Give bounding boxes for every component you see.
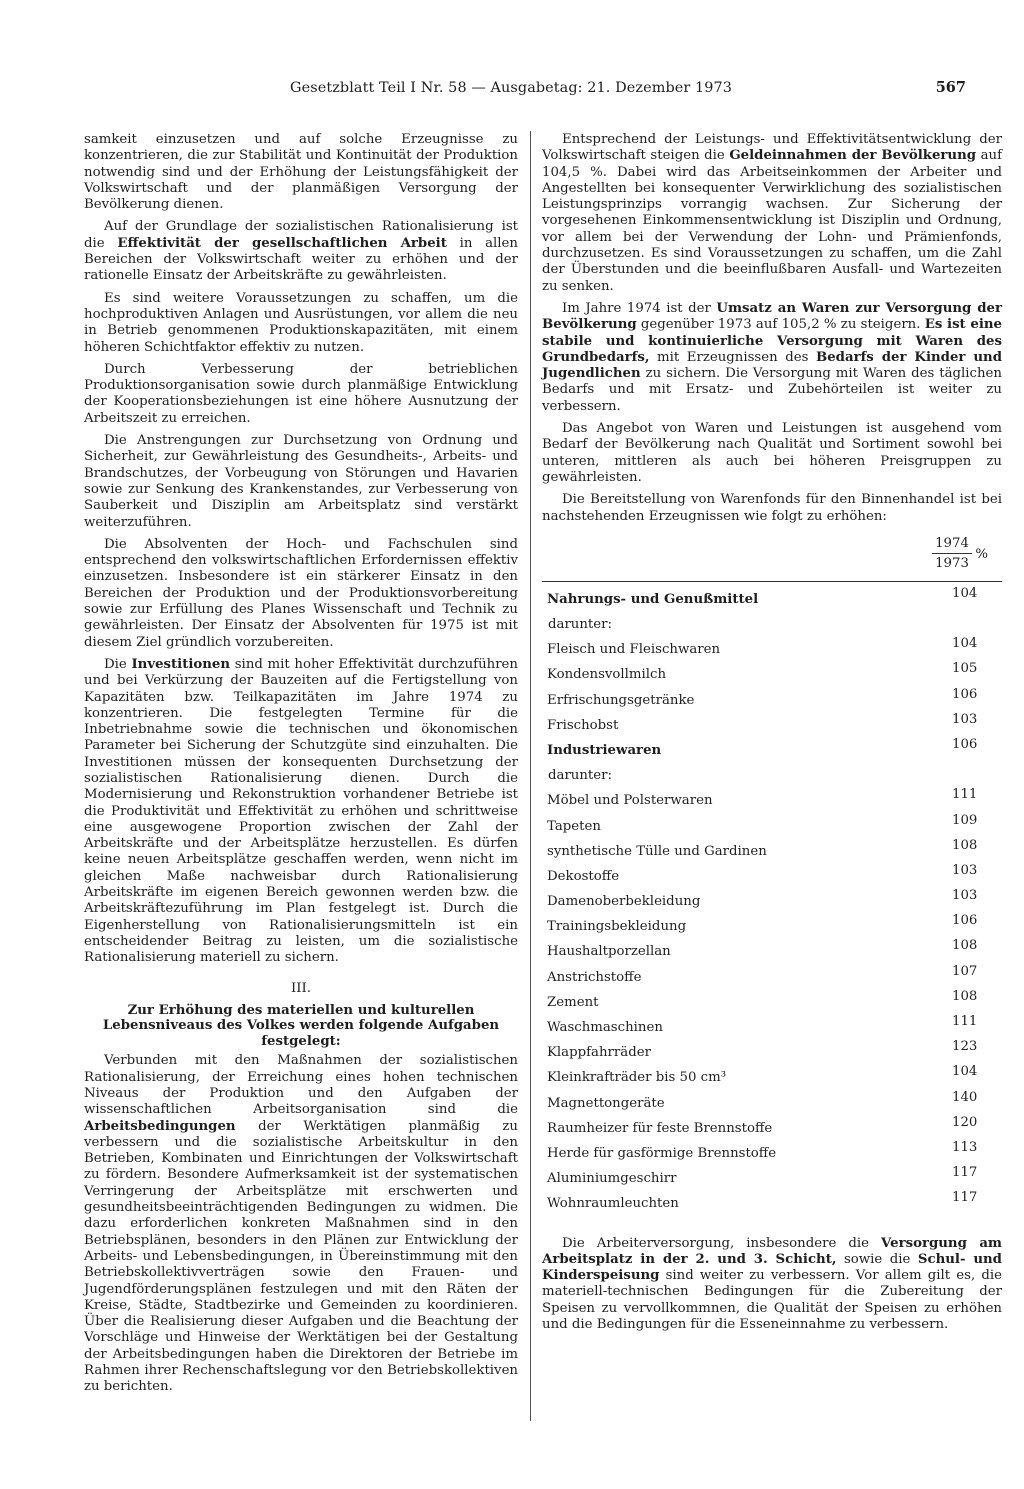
text-span: Die Arbeiterversorgung, insbesondere die — [562, 1235, 882, 1251]
supply-table — [542, 535, 1002, 1220]
table-row — [542, 1064, 1002, 1093]
table-row — [542, 711, 1002, 741]
row-label: Tapeten — [547, 818, 601, 834]
row-value: 117 — [952, 1190, 978, 1206]
row-value: 104 — [952, 636, 978, 652]
table-row — [542, 888, 1002, 917]
text-span: Verbunden mit den Maßnahmen der sozialistischen Rationalisierung, der Erreichung eines hohen technischen Niveaus der Produktion und den Aufgaben der wissenschaftlichen Arbeitsorganisation sind die — [84, 1053, 518, 1118]
percent-unit: % — [975, 546, 988, 562]
row-value: 123 — [952, 1039, 978, 1055]
row-value: 111 — [952, 1014, 978, 1030]
table-body — [542, 582, 1002, 1220]
row-value: 109 — [952, 812, 978, 828]
table-row — [542, 862, 1002, 892]
table-row — [542, 686, 1002, 716]
row-label: Aluminiumgeschirr — [547, 1171, 677, 1187]
paragraph — [542, 301, 1002, 415]
paragraph: Die Absolventen der Hoch- und Fachschulen sind entsprechend den volkswirtschaftlichen Erfordernissen effektiv einzusetzen. Insbesondere ist ein stärkerer Einsatz in den Bereichen der Produktion und der Produktionsvorbereitung sowie zur Erfüllung des Planes Wissenschaft und Technik zu gewährleisten. Der Einsatz der Absolventen für 1975 ist mit diesem Ziel gründlich vorzubereiten. — [84, 536, 518, 650]
bold-span: Geldeinnahmen der Bevölkerung — [729, 148, 977, 164]
text-span: auf 104,5 %. Dabei wird das Arbeitseinkommen der Arbeiter und Angestellten bei konsequenter Verwirklichung des sozialistischen Leistungsprinzips vorrangig wachsen. Zur Sicherung der vorgesehenen Einkommensentwicklung ist Disziplin und Ordnung, vor allem bei der Verwendung der Lohn- und Prämienfonds, durchzusetzen. Es sind Voraussetzungen zu schaffen, um die Zahl der Überstunden und die beeinflußbaren Ausfall- und Wartezeiten zu senken. — [542, 148, 1003, 294]
paragraph — [84, 657, 518, 967]
paragraph — [542, 132, 1002, 295]
row-value: 106 — [952, 686, 978, 702]
row-value: 120 — [952, 1114, 978, 1130]
row-label: Herde für gasförmige Brennstoffe — [547, 1145, 777, 1161]
ratio-denominator: 1973 — [935, 555, 969, 571]
paragraph — [84, 219, 518, 284]
column-divider — [530, 131, 531, 1421]
table-row — [542, 636, 1002, 665]
row-label: darunter: — [548, 617, 612, 633]
row-label: Möbel und Polsterwaren — [547, 793, 713, 809]
table-row — [542, 1089, 1002, 1119]
row-label: Magnettongeräte — [547, 1095, 665, 1111]
row-label: Waschmaschinen — [547, 1020, 663, 1036]
table-row — [542, 913, 1002, 942]
table-row — [542, 963, 1002, 993]
row-value: 111 — [952, 787, 978, 803]
paragraph: Durch Verbesserung der betrieblichen Produktionsorganisation sowie durch planmäßige Entwicklung der Kooperationsbeziehungen ist eine höhere Ausnutzung der Arbeitszeit zu erreichen. — [84, 361, 518, 426]
table-row — [542, 837, 1002, 867]
bold-span: Schul- und Kinderspeisung — [542, 1251, 1002, 1284]
row-value: 113 — [952, 1139, 978, 1155]
table-header — [542, 535, 1002, 582]
row-label: Industriewaren — [547, 742, 662, 758]
ratio-numerator: 1974 — [932, 535, 972, 554]
row-label: Nahrungs- und Genußmittel — [547, 591, 759, 607]
row-label: Kondensvollmilch — [547, 667, 667, 683]
table-row — [542, 988, 1002, 1018]
table-row — [542, 736, 1002, 766]
row-label: Haushaltporzellan — [547, 944, 671, 960]
text-span: Die — [104, 656, 132, 672]
paragraph: Die Anstrengungen zur Durchsetzung von Ordnung und Sicherheit, zur Gewährleistung des Gesundheits-, Arbeits- und Brandschutzes, der Vorbeugung von Störungen und Havarien sowie zur Senkung des Krankenstandes, zur Verbesserung von Sauberkeit und Disziplin am Arbeitsplatz sind verstärkt weiterzuführen. — [84, 433, 518, 530]
row-label: Fleisch und Fleischwaren — [547, 642, 721, 658]
table-row — [542, 661, 1002, 690]
right-column — [542, 132, 1002, 1339]
table-row — [542, 1139, 1002, 1169]
bold-span: Versorgung am Arbeitsplatz in der 2. und 3. Schicht, — [542, 1235, 1003, 1267]
bold-span: Umsatz an Waren zur Versorgung der Bevölkerung — [542, 300, 1002, 333]
table-row — [542, 812, 1002, 842]
row-value: 103 — [952, 862, 978, 878]
row-label: darunter: — [548, 768, 612, 784]
bold-span: Bedarfs der Kinder und Jugendlichen — [542, 349, 1002, 382]
text-span: in allen Bereichen der Volkswirtschaft weiter zu erhöhen und der rationelle Einsatz der Arbeitskräfte zu gewährleisten. — [84, 235, 518, 284]
row-label: Dekostoffe — [547, 868, 620, 884]
paragraph: Das Angebot von Waren und Leistungen ist ausgehend vom Bedarf der Bevölkerung nach Qualität und Sortiment sowohl bei unteren, mittleren als auch bei höheren Preisgruppen zu gewährleisten. — [542, 421, 1002, 485]
table-row — [542, 1165, 1002, 1194]
year-ratio — [932, 535, 972, 572]
table-row — [542, 766, 1002, 791]
header-title: Gesetzblatt Teil I Nr. 58 — Ausgabetag: 21. Dezember 1973 — [290, 80, 733, 96]
row-value: 106 — [952, 736, 978, 752]
row-value: 104 — [952, 585, 978, 601]
row-label: Zement — [547, 994, 599, 1010]
row-label: Wohnraumleuchten — [547, 1196, 679, 1212]
row-value: 104 — [952, 1064, 978, 1080]
section-number: III. — [291, 980, 311, 996]
row-value: 117 — [952, 1165, 978, 1181]
row-value: 103 — [952, 711, 978, 727]
text-span: sind mit hoher Effektivität durchzuführen und bei Verkürzung der Bauzeiten auf die Fertigstellung von Kapazitäten bzw. Teilkapazitäten im Jahre 1974 zu konzentrieren. Die festgelegten Termine für die Inbetriebnahme sowie die technischen und ökonomischen Parameter bei Sicherung der Schutzgüte sind einzuhalten. Die Investitionen müssen der konsequenten Durchsetzung der sozialistischen Rationalisierung dienen. Durch die Modernisierung und Rekonstruktion vorhandener Betriebe ist die Produktivität und Effektivität zu erhöhen und schrittweise eine ausgewogene Proportion zwischen der Zahl der Arbeitskräfte und der Arbeitsplätze herzustellen. Es dürfen keine neuen Arbeitsplätze geschaffen werden, wenn nicht im gleichen Maße nachweisbar durch Rationalisierung Arbeitskräfte im eigenen Bereich gewonnen werden bzw. die Arbeitskräftezuführung im Plan festgelegt ist. Durch die Eigenherstellung von Rationalisierungsmitteln ist ein entscheidender Beitrag zu leisten, um die sozialistische Rationalisierung materiell zu sichern. — [84, 656, 518, 966]
table-row — [542, 938, 1002, 967]
table-row — [542, 1039, 1002, 1068]
row-label: Frischobst — [547, 717, 619, 733]
bold-span: Es ist eine stabile und kontinuierliche Versorgung mit Waren des Grundbedarfs, — [542, 317, 1003, 365]
text-span: gegenüber 1973 auf 105,2 % zu steigern. — [636, 317, 925, 333]
page-number: 567 — [935, 79, 966, 96]
paragraph: samkeit einzusetzen und auf solche Erzeugnisse zu konzentrieren, die zur Stabilität und Kontinuität der Produktion notwendig sind und der Erhöhung der Leistungsfähigkeit der Volkswirtschaft und der planmäßigen Versorgung der Bevölkerung dienen. — [84, 132, 518, 213]
row-value: 140 — [952, 1089, 978, 1105]
section-heading: Zur Erhöhung des materiellen und kulturellen Lebensniveaus des Volkes werden folgende Aufgaben festgelegt: — [102, 1002, 500, 1049]
text-span: der Werktätigen planmäßig zu verbessern und die sozialistische Arbeitskultur in den Betrieben, Kombinaten und Einrichtungen der Volkswirtschaft zu fördern. Besondere Aufmerksamkeit ist der systematischen Verringerung der Arbeitsplätze mit erschwerten und gesundheitsbeeinträchtigenden Bedingungen zu widmen. Die dazu erforderlichen konkreten Maßnahmen sind in den Betriebsplänen, besonders in den Plänen zur Entwicklung der Arbeits- und Lebensbedingungen, in Übereinstimmung mit den Betriebskollektivverträgen sowie den Frauen- und Jugendförderungsplänen festzulegen und mit den Räten der Kreise, Städte, Stadtbezirke und Gemeinden zu koordinieren. Über die Realisierung dieser Aufgaben und die Beachtung der Vorschläge und Hinweise der Werktätigen bei der Gestaltung der Arbeitsbedingungen haben die Direktoren der Betriebe im Rahmen ihrer Rechenschaftslegung vor den Betriebskollektiven zu berichten. — [84, 1118, 518, 1395]
bold-span: Arbeitsbedingungen — [84, 1118, 236, 1134]
row-label: Kleinkrafträder bis 50 cm³ — [547, 1070, 727, 1086]
bold-span: Investitionen — [131, 656, 231, 672]
table-row — [542, 615, 1002, 640]
paragraph — [84, 1053, 518, 1395]
row-label: synthetische Tülle und Gardinen — [547, 843, 767, 859]
row-label: Trainingsbekleidung — [547, 919, 687, 935]
text-span: Entsprechend der Leistungs- und Effektivitätsentwicklung der Volkswirtschaft steigen die — [542, 132, 1002, 164]
row-value: 108 — [952, 988, 978, 1004]
row-label: Klappfahrräder — [547, 1045, 651, 1061]
row-value: 103 — [952, 888, 978, 904]
row-value: 106 — [952, 913, 978, 929]
table-row — [542, 1114, 1002, 1144]
row-value: 108 — [952, 938, 978, 954]
page-header — [0, 80, 1024, 102]
row-label: Raumheizer für feste Brennstoffe — [547, 1120, 773, 1136]
table-row — [542, 1014, 1002, 1043]
text-span: sowie die — [836, 1251, 918, 1267]
row-label: Damenoberbekleidung — [547, 894, 701, 910]
paragraph: Es sind weitere Voraussetzungen zu schaffen, um die hochproduktiven Anlagen und Ausrüstungen, vor allem die neu in Betrieb genommenen Produktionskapazitäten, mit einem höheren Schichtfaktor effektiv zu nutzen. — [84, 290, 518, 355]
row-value: 108 — [952, 837, 978, 853]
table-row — [542, 787, 1002, 816]
text-span: sind weiter zu verbessern. Vor allem gilt es, die materiell-technischen Bedingungen für die Zubereitung der Speisen zu vervollkommnen, die Qualität der Speisen zu erhöhen und die Bedingungen für die Esseneinnahme zu verbessern. — [542, 1268, 1002, 1332]
bold-span: Effektivität der gesellschaftlichen Arbeit — [117, 235, 447, 251]
text-span: Auf der Grundlage der sozialistischen Rationalisierung ist die — [84, 219, 518, 251]
text-span: Im Jahre 1974 ist der — [562, 300, 717, 316]
row-value: 105 — [952, 661, 978, 677]
paragraph — [542, 1236, 1002, 1334]
row-label: Erfrischungsgetränke — [547, 692, 695, 708]
paragraph: Die Bereitstellung von Warenfonds für den Binnenhandel ist bei nachstehenden Erzeugnissen wie folgt zu erhöhen: — [542, 492, 1002, 524]
text-span: mit Erzeugnissen des — [649, 349, 816, 365]
table-row — [542, 585, 1002, 615]
table-row — [542, 1190, 1002, 1219]
left-column — [84, 132, 518, 1402]
text-span: zu sichern. Die Versorgung mit Waren des täglichen Bedarfs und mit Ersatz- und Zubehörteilen ist weiter zu verbessern. — [542, 366, 1002, 414]
row-label: Anstrichstoffe — [547, 969, 642, 985]
row-value: 107 — [952, 963, 978, 979]
